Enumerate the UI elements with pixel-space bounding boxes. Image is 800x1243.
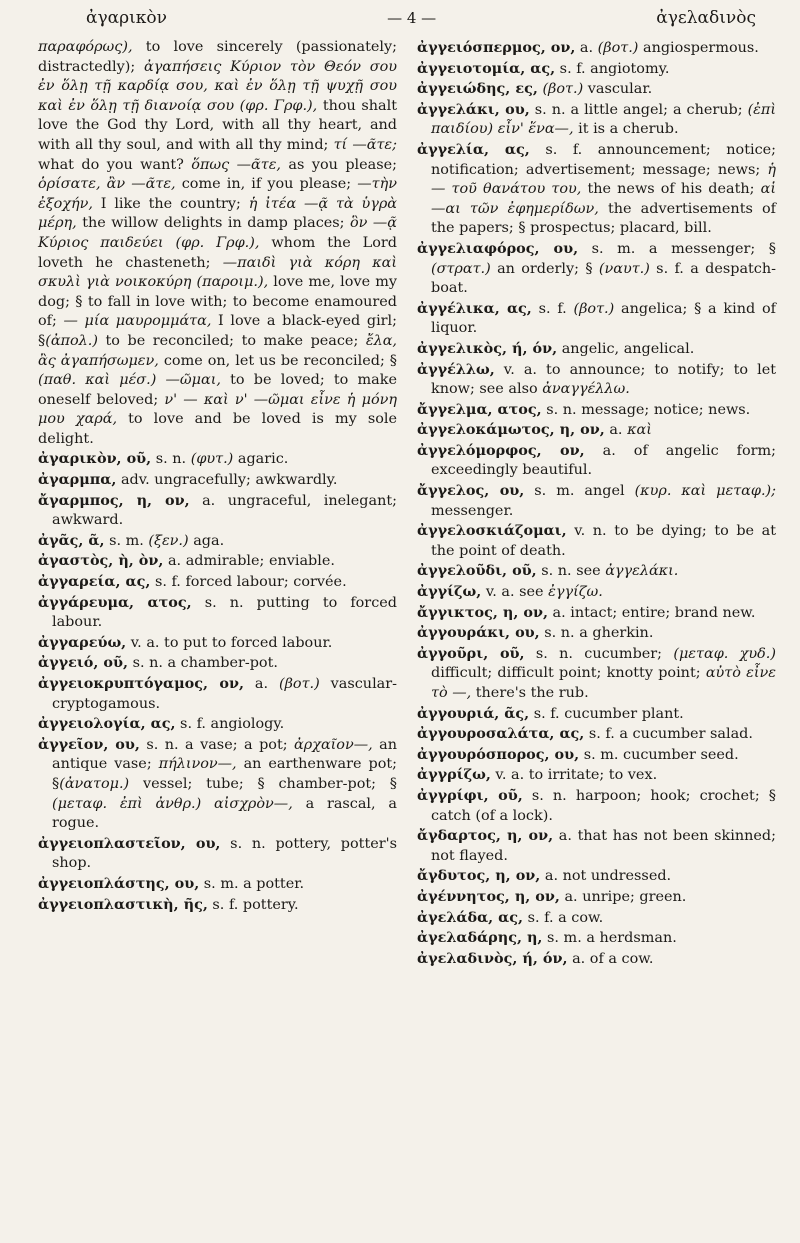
entry-italic-text: καὶ bbox=[627, 422, 652, 439]
entry-text: a. bbox=[604, 422, 628, 439]
entry-text: vascular. bbox=[583, 81, 653, 98]
dictionary-entry bbox=[38, 593, 397, 633]
entry-italic-text: (ἀνατομ.) bbox=[59, 775, 130, 792]
entry-italic-text: (μεταφ. ἐπὶ ἀνθρ.) αἰσχρὸν—, bbox=[52, 795, 293, 812]
dictionary-entry bbox=[417, 826, 776, 866]
columns bbox=[38, 38, 776, 969]
entry-text: there's the rub. bbox=[471, 685, 589, 701]
entry-text: come in, if you please; bbox=[175, 176, 358, 193]
dictionary-entry bbox=[417, 949, 776, 970]
page-header bbox=[38, 8, 776, 34]
entry-text: s. n. a gherkin. bbox=[539, 625, 654, 642]
entry-italic-text: ἀγγελάκι. bbox=[605, 563, 679, 580]
entry-text: as you please; bbox=[281, 156, 397, 173]
dictionary-entry bbox=[417, 521, 776, 561]
dictionary-entry bbox=[417, 100, 776, 140]
entry-text: s. m. bbox=[104, 532, 149, 549]
dictionary-entry bbox=[417, 765, 776, 786]
entry-headword: ἀγγελάκι, ου, bbox=[417, 100, 530, 118]
dictionary-entry bbox=[417, 928, 776, 949]
dictionary-entry bbox=[417, 59, 776, 80]
entry-headword: ἀγγρίζω, bbox=[417, 766, 491, 784]
entry-italic-text: ἐγγίζω. bbox=[548, 584, 603, 601]
dictionary-entry bbox=[38, 895, 397, 916]
left-column bbox=[38, 38, 397, 969]
entry-italic-text: —τὴν ἐξοχήν, bbox=[38, 176, 397, 212]
entry-headword: ἀγελάδα, ας, bbox=[417, 908, 524, 926]
entry-text: s. m. a potter. bbox=[199, 875, 305, 892]
dictionary-entry bbox=[417, 582, 776, 603]
dictionary-entry bbox=[417, 866, 776, 887]
entry-text: a. unripe; green. bbox=[559, 888, 687, 905]
dictionary-entry bbox=[417, 481, 776, 521]
entry-text: vascular-cryptogamous. bbox=[52, 676, 397, 712]
dictionary-entry bbox=[38, 674, 397, 714]
dictionary-entry bbox=[417, 339, 776, 360]
entry-text: s. f. cucumber plant. bbox=[529, 705, 684, 722]
entry-text: messenger. bbox=[431, 502, 514, 519]
entry-italic-text: (μεταφ. χυδ.) bbox=[673, 645, 776, 662]
header-right-guideword: ἀγελαδινὸς bbox=[656, 8, 756, 28]
entry-text: the news of his death; bbox=[581, 181, 761, 198]
entry-headword: ἄγδαρτος, η, ον, bbox=[417, 827, 554, 845]
entry-text: the willow delights in damp places; bbox=[76, 215, 350, 232]
entry-italic-text: ἀρχαῖον—, bbox=[294, 736, 373, 753]
entry-text: vessel; tube; § chamber-pot; § bbox=[129, 775, 397, 792]
entry-headword: ἄγγελος, ου, bbox=[417, 482, 525, 500]
entry-italic-text: ν' — καὶ ν' —ῶμαι εἶνε ἡ μόνη μου χαρά, bbox=[38, 391, 397, 428]
entry-headword: ἀγγειοκρυπτόγαμος, ον, bbox=[38, 675, 244, 692]
dictionary-entry bbox=[417, 299, 776, 339]
entry-text: v. a. to put to forced labour. bbox=[126, 634, 333, 651]
entry-text: s. n. bbox=[151, 451, 191, 468]
entry-headword: ἄγγελμα, ατος, bbox=[417, 400, 542, 418]
entry-headword: ἀγγελοῦδι, οῦ, bbox=[417, 562, 537, 580]
entry-headword: ἀγγελία, ας, bbox=[417, 140, 530, 158]
entry-text: s. n. putting to forced labour. bbox=[52, 594, 397, 631]
entry-text: v. a. to announce; to notify; to let know; see also bbox=[431, 361, 776, 398]
entry-text: angiospermous. bbox=[638, 40, 759, 56]
entry-text: the advertisements of the papers; § prospectus; placard, bill. bbox=[431, 200, 777, 237]
dictionary-entry bbox=[38, 874, 397, 895]
entry-text: a. not undressed. bbox=[540, 868, 672, 885]
dictionary-entry bbox=[38, 834, 397, 874]
entry-headword: ἀγγειόσπερμος, ον, bbox=[417, 39, 576, 56]
entry-text: an antique vase; bbox=[52, 736, 397, 773]
entry-text: it is a cherub. bbox=[573, 121, 679, 138]
entry-text: s. m. a messenger; § bbox=[578, 240, 776, 257]
entry-text: a. bbox=[575, 40, 598, 56]
dictionary-entry bbox=[417, 704, 776, 725]
entry-text: to love and be loved is my sole delight. bbox=[38, 411, 397, 447]
dictionary-entry bbox=[417, 239, 776, 299]
entry-headword: ἀγαρικὸν, οῦ, bbox=[38, 450, 152, 468]
entry-italic-text: (παθ. καὶ μέσ.) —ῶμαι, bbox=[38, 372, 221, 389]
entry-headword: ἀγγειολογία, ας, bbox=[38, 715, 176, 733]
entry-text: s. n. a chamber-pot. bbox=[128, 655, 278, 672]
entry-headword: ἀγᾶς, ᾶ, bbox=[38, 531, 105, 549]
entry-text: adv. ungracefully; awkwardly. bbox=[116, 472, 338, 489]
entry-text: s. n. a vase; a pot; bbox=[139, 736, 295, 753]
entry-headword: ἀγαρμπα, bbox=[38, 471, 117, 489]
entry-headword: ἀγγέλλω, bbox=[417, 360, 495, 378]
entry-italic-text: αὐτὸ εἶνε τὸ —, bbox=[431, 665, 776, 701]
dictionary-entry bbox=[417, 908, 776, 929]
entry-text: come on, let us be reconciled; § bbox=[158, 352, 397, 369]
entry-text: angelica; § a kind of liquor. bbox=[431, 300, 776, 337]
entry-text: v. n. to be dying; to be at the point of death. bbox=[431, 523, 776, 559]
entry-text: a. of a cow. bbox=[567, 950, 654, 967]
entry-headword: ἄγδυτος, η, ον, bbox=[417, 867, 541, 885]
entry-text: s. m. angel bbox=[524, 483, 635, 500]
dictionary-entry bbox=[38, 572, 397, 593]
dictionary-entry bbox=[38, 38, 397, 449]
entry-text: angelic, angelical. bbox=[557, 340, 695, 357]
entry-text: love me, love my dog; § to fall in love with; to become enamoured of; bbox=[38, 274, 397, 330]
dictionary-entry bbox=[417, 623, 776, 644]
dictionary-entry bbox=[38, 653, 397, 674]
entry-italic-text: ἡ ἰτέα —ᾷ τὰ ὑγρὰ μέρη, bbox=[38, 195, 398, 232]
entry-headword: ἀγγάρευμα, ατος, bbox=[38, 593, 192, 611]
entry-text: s. n. pottery, potter's shop. bbox=[52, 835, 397, 872]
entry-italic-text: ὃν —ᾷ Κύριος παιδεύει (φρ. Γρφ.), bbox=[38, 215, 397, 251]
dictionary-entry bbox=[38, 551, 397, 572]
entry-italic-text: ἀναγγέλλω. bbox=[542, 381, 630, 398]
entry-text: v. a. see bbox=[481, 584, 549, 601]
entry-italic-text: (ἐπὶ παιδίου) εἶν' ἕνα—, bbox=[431, 101, 776, 138]
dictionary-entry bbox=[417, 603, 776, 624]
entry-headword: ἀγγουράκι, ου, bbox=[417, 624, 540, 642]
entry-text: s. n. cucumber; bbox=[524, 645, 674, 662]
entry-italic-text: ὅπως —ᾶτε, bbox=[191, 156, 281, 173]
entry-italic-text: (βοτ.) bbox=[542, 81, 584, 98]
entry-text: a. bbox=[243, 676, 279, 692]
entry-headword: ἀγγελοσκιάζομαι, bbox=[417, 522, 567, 540]
entry-italic-text: ἀγαπήσεις Κύριον τὸν Θεόν σου ἐν ὅλῃ τῇ καρδίᾳ σου, καὶ ἐν ὅλῃ τῇ ψυχῇ σου καὶ ἐν ὅλῃ τῇ διανοίᾳ σου (φρ. Γρφ.), bbox=[38, 58, 397, 114]
dictionary-entry bbox=[417, 724, 776, 745]
entry-text: s. n. see bbox=[536, 563, 606, 580]
dictionary-entry bbox=[417, 400, 776, 421]
entry-italic-text: τί —ᾶτε; bbox=[333, 136, 397, 153]
entry-italic-text: ἔλα, ἂς ἀγαπήσωμεν, bbox=[38, 332, 397, 369]
dictionary-entry bbox=[417, 38, 776, 59]
entry-headword: ἀγγελιαφόρος, ου, bbox=[417, 239, 579, 257]
entry-headword: ἀγελαδάρης, η, bbox=[417, 929, 543, 947]
dictionary-entry bbox=[38, 714, 397, 735]
entry-italic-text: (ἀπολ.) bbox=[45, 332, 98, 349]
entry-italic-text: —παιδὶ γιὰ κόρη καὶ σκυλὶ γιὰ νοικοκύρη (παροιμ.), bbox=[38, 254, 397, 291]
entry-headword: ἄγαρμπος, η, ον, bbox=[38, 491, 190, 509]
dictionary-entry bbox=[417, 420, 776, 441]
entry-headword: ἀγελαδινὸς, ή, όν, bbox=[417, 949, 568, 967]
entry-text: to love sincerely (passionately; distractedly); bbox=[38, 39, 397, 75]
entry-text: s. m. a herdsman. bbox=[542, 930, 677, 947]
entry-text: aga. bbox=[188, 532, 225, 549]
entry-headword: ἀγγειοτομία, ας, bbox=[417, 59, 556, 77]
entry-italic-text: (βοτ.) bbox=[573, 300, 615, 317]
entry-italic-text: (ναυτ.) bbox=[598, 260, 650, 277]
entry-text: a. that has not been skinned; not flayed. bbox=[431, 828, 776, 864]
entry-headword: ἀγγίζω, bbox=[417, 583, 482, 601]
dictionary-entry bbox=[417, 360, 776, 400]
entry-headword: ἄγγικτος, η, ον, bbox=[417, 603, 548, 621]
entry-headword: ἀγγαρεία, ας, bbox=[38, 573, 151, 591]
entry-headword: ἀγγεῖον, ου, bbox=[38, 735, 140, 753]
entry-headword: ἀγγελόμορφος, ον, bbox=[417, 441, 585, 459]
entry-italic-text: (στρατ.) bbox=[431, 260, 491, 277]
entry-headword: ἀγγέλικα, ας, bbox=[417, 299, 532, 317]
entry-italic-text: ἡ — τοῦ θανάτου του, bbox=[431, 161, 776, 198]
entry-text: a. of angelic form; exceedingly beautiful. bbox=[431, 442, 776, 479]
entry-text: a. intact; entire; brand new. bbox=[547, 604, 756, 621]
entry-headword: ἀγαστὸς, ὴ, ὸν, bbox=[38, 552, 164, 570]
right-column bbox=[417, 38, 776, 969]
entry-text: s. f. angiology. bbox=[175, 716, 285, 733]
entry-text: to be reconciled; to make peace; bbox=[97, 332, 366, 349]
entry-headword: ἀγγοῦρι, οῦ, bbox=[417, 644, 525, 662]
dictionary-entry bbox=[38, 735, 397, 834]
entry-italic-text: (κυρ. καὶ μεταφ.); bbox=[634, 483, 777, 500]
entry-headword: ἀγγειώδης, ες, bbox=[417, 80, 538, 98]
entry-headword: ἀγγουρόσπορος, ου, bbox=[417, 745, 580, 763]
entry-text: s. m. cucumber seed. bbox=[579, 746, 739, 763]
entry-headword: ἀγγρίφι, οῦ, bbox=[417, 786, 523, 804]
entry-text: to be loved; to make oneself beloved; bbox=[38, 372, 397, 408]
dictionary-entry bbox=[38, 531, 397, 552]
entry-text: agaric. bbox=[233, 451, 289, 468]
entry-text: what do you want? bbox=[38, 156, 192, 173]
dictionary-entry bbox=[417, 140, 776, 239]
entry-headword: ἀγγελικὸς, ή, όν, bbox=[417, 339, 558, 357]
entry-text: an orderly; § bbox=[490, 260, 599, 277]
entry-headword: ἀγγειοπλαστεῖον, ου, bbox=[38, 834, 221, 852]
entry-text: s. f. a despatch-boat. bbox=[431, 260, 776, 297]
entry-text: thou shalt love the God thy Lord, with all thy heart, and with all thy soul, and with all thy mind; bbox=[38, 97, 397, 153]
dictionary-entry bbox=[38, 633, 397, 654]
entry-text: s. f. forced labour; corvée. bbox=[150, 574, 347, 591]
entry-text: s. f. a cucumber salad. bbox=[584, 726, 753, 743]
entry-headword: ἀγγουριά, ᾶς, bbox=[417, 704, 530, 722]
entry-italic-text: παραφόρως), bbox=[38, 39, 146, 55]
dictionary-entry bbox=[38, 491, 397, 531]
entry-italic-text: (ξεν.) bbox=[148, 532, 189, 549]
entry-text: a. admirable; enviable. bbox=[163, 553, 335, 570]
entry-headword: ἀγγουροσαλάτα, ας, bbox=[417, 725, 585, 743]
dictionary-entry bbox=[417, 561, 776, 582]
entry-text: s. f. a cow. bbox=[523, 909, 604, 926]
entry-text: v. a. to irritate; to vex. bbox=[490, 767, 658, 784]
dictionary-entry bbox=[417, 786, 776, 826]
entry-italic-text: ὁρίσατε, ἂν —ᾶτε, bbox=[38, 176, 176, 193]
entry-headword: ἀγέννητος, η, ον, bbox=[417, 887, 560, 905]
page-number: — 4 — bbox=[387, 9, 437, 27]
entry-italic-text: αἱ—αι τῶν ἐφημερίδων, bbox=[431, 181, 776, 217]
entry-text: difficult; difficult point; knotty point; bbox=[431, 665, 706, 682]
entry-headword: ἀγγειό, οῦ, bbox=[38, 654, 128, 672]
entry-italic-text: (φυτ.) bbox=[190, 451, 234, 468]
entry-italic-text: — μία μαυρομμάτα, bbox=[63, 313, 212, 330]
entry-text: s. f. announcement; notice; notification; advertisement; message; news; bbox=[431, 141, 776, 178]
dictionary-entry bbox=[417, 644, 776, 704]
entry-italic-text: πήλινον—, bbox=[158, 756, 237, 773]
entry-text: s. f. bbox=[531, 300, 574, 317]
dictionary-entry bbox=[38, 449, 397, 470]
entry-text: whom the Lord loveth he chasteneth; bbox=[38, 234, 397, 271]
entry-italic-text: (βοτ.) bbox=[597, 40, 639, 56]
dictionary-entry bbox=[417, 79, 776, 100]
entry-headword: ἀγγειοπλαστικὴ, ῆς, bbox=[38, 895, 208, 913]
entry-italic-text: (βοτ.) bbox=[278, 676, 320, 692]
dictionary-entry bbox=[38, 470, 397, 491]
entry-text: an earthenware pot; § bbox=[52, 756, 397, 792]
entry-text: s. f. angiotomy. bbox=[555, 60, 670, 77]
entry-text: s. f. pottery. bbox=[207, 896, 299, 913]
entry-text: I like the country; bbox=[92, 195, 249, 212]
entry-headword: ἀγγαρεύω, bbox=[38, 633, 127, 651]
header-left-guideword: ἀγαρικὸν bbox=[86, 8, 167, 28]
entry-text: a rascal, a rogue. bbox=[52, 795, 397, 832]
dictionary-entry bbox=[417, 887, 776, 908]
entry-text: s. n. harpoon; hook; crochet; § catch (of a lock). bbox=[431, 787, 776, 824]
entry-headword: ἀγγελοκάμωτος, η, ον, bbox=[417, 421, 605, 439]
dictionary-entry bbox=[417, 441, 776, 481]
entry-headword: ἀγγειοπλάστης, ου, bbox=[38, 874, 200, 892]
dictionary-entry bbox=[417, 745, 776, 766]
entry-text: I love a black-eyed girl; § bbox=[38, 313, 398, 349]
entry-text: a. ungraceful, inelegant; awkward. bbox=[52, 492, 397, 529]
entry-text: s. n. a little angel; a cherub; bbox=[529, 101, 748, 118]
entry-text: s. n. message; notice; news. bbox=[541, 401, 751, 418]
